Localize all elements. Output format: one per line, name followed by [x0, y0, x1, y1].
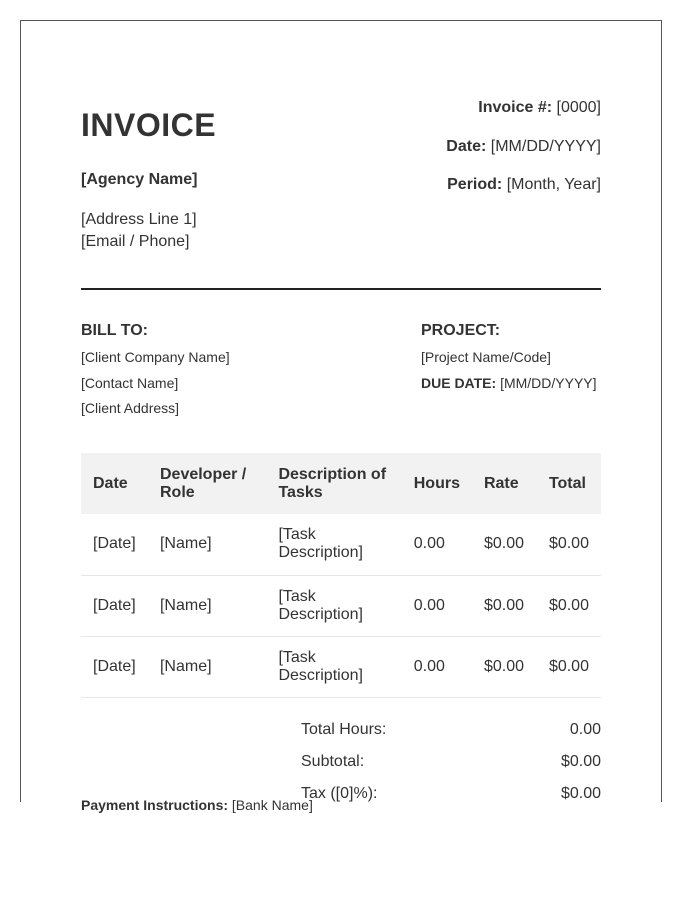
cell-developer: [Name]	[159, 596, 212, 614]
project-name: [Project Name/Code]	[421, 349, 551, 365]
email-phone: [Email / Phone]	[81, 233, 190, 250]
header-divider	[81, 288, 601, 290]
client-contact: [Contact Name]	[81, 374, 179, 391]
invoice-meta	[446, 99, 601, 215]
cell-description: [Task Description]	[278, 648, 363, 684]
header-developer: Developer / Role	[159, 465, 247, 501]
project-title: PROJECT:	[421, 322, 501, 339]
cell-total: $0.00	[548, 596, 589, 614]
cell-date: [Date]	[93, 596, 136, 614]
address-line: [Address Line 1]	[81, 211, 197, 228]
invoice-date-label: Date:	[446, 137, 487, 155]
due-date	[421, 374, 621, 400]
invoice-number	[446, 99, 601, 138]
cell-rate: $0.00	[483, 596, 525, 614]
cell-date: [Date]	[93, 657, 136, 675]
table-row	[81, 514, 601, 575]
header-total: Total	[548, 474, 586, 492]
cell-hours: 0.00	[413, 535, 445, 553]
payment-value: [Bank Name]	[231, 797, 313, 813]
due-date-label: DUE DATE:	[421, 374, 497, 391]
table-row	[81, 575, 601, 636]
subtotal-value: $0.00	[560, 753, 601, 770]
invoice-period-label: Period:	[447, 176, 503, 193]
tax-value: $0.00	[560, 785, 601, 802]
invoice-page	[20, 20, 662, 813]
project-section	[421, 322, 621, 399]
cell-developer: [Name]	[159, 657, 212, 675]
invoice-period	[446, 176, 601, 215]
header-date: Date	[93, 474, 128, 492]
cell-description: [Task Description]	[278, 526, 363, 562]
bill-to-title: BILL TO:	[81, 322, 148, 339]
line-items-table	[81, 453, 601, 698]
bill-to-section	[81, 322, 381, 425]
invoice-period-value: [Month, Year]	[506, 176, 601, 193]
tax-row	[301, 785, 601, 817]
cell-date: [Date]	[93, 535, 136, 553]
table-header-row	[81, 453, 601, 514]
due-date-value: [MM/DD/YYYY]	[500, 374, 597, 391]
invoice-date	[446, 138, 601, 177]
agency-name: [Agency Name]	[81, 171, 198, 188]
invoice-date-value: [MM/DD/YYYY]	[490, 137, 601, 155]
totals-section	[301, 721, 601, 817]
header-rate: Rate	[483, 474, 519, 492]
cell-rate: $0.00	[483, 657, 525, 675]
cell-developer: [Name]	[159, 535, 212, 553]
header-hours: Hours	[413, 474, 460, 492]
subtotal-label: Subtotal:	[301, 753, 365, 770]
cell-hours: 0.00	[413, 596, 445, 614]
invoice-number-value: [0000]	[556, 99, 601, 116]
cell-total: $0.00	[548, 657, 589, 675]
invoice-title: INVOICE	[81, 107, 217, 143]
agency-contact	[81, 209, 197, 253]
client-address: [Client Address]	[81, 400, 180, 416]
payment-instructions	[81, 797, 313, 813]
header-description: Description of Tasks	[278, 465, 387, 501]
client-company: [Client Company Name]	[81, 349, 230, 365]
tax-label: Tax ([0]%):	[301, 785, 378, 802]
total-hours-label: Total Hours:	[301, 721, 387, 738]
subtotal-row	[301, 753, 601, 785]
total-hours-row	[301, 721, 601, 753]
cell-hours: 0.00	[413, 657, 445, 675]
table-row	[81, 636, 601, 697]
payment-label: Payment Instructions:	[81, 797, 229, 813]
invoice-number-label: Invoice #:	[478, 99, 553, 116]
cell-total: $0.00	[548, 535, 589, 553]
cell-rate: $0.00	[483, 535, 525, 553]
cell-description: [Task Description]	[278, 587, 363, 623]
total-hours-value: 0.00	[569, 721, 601, 738]
